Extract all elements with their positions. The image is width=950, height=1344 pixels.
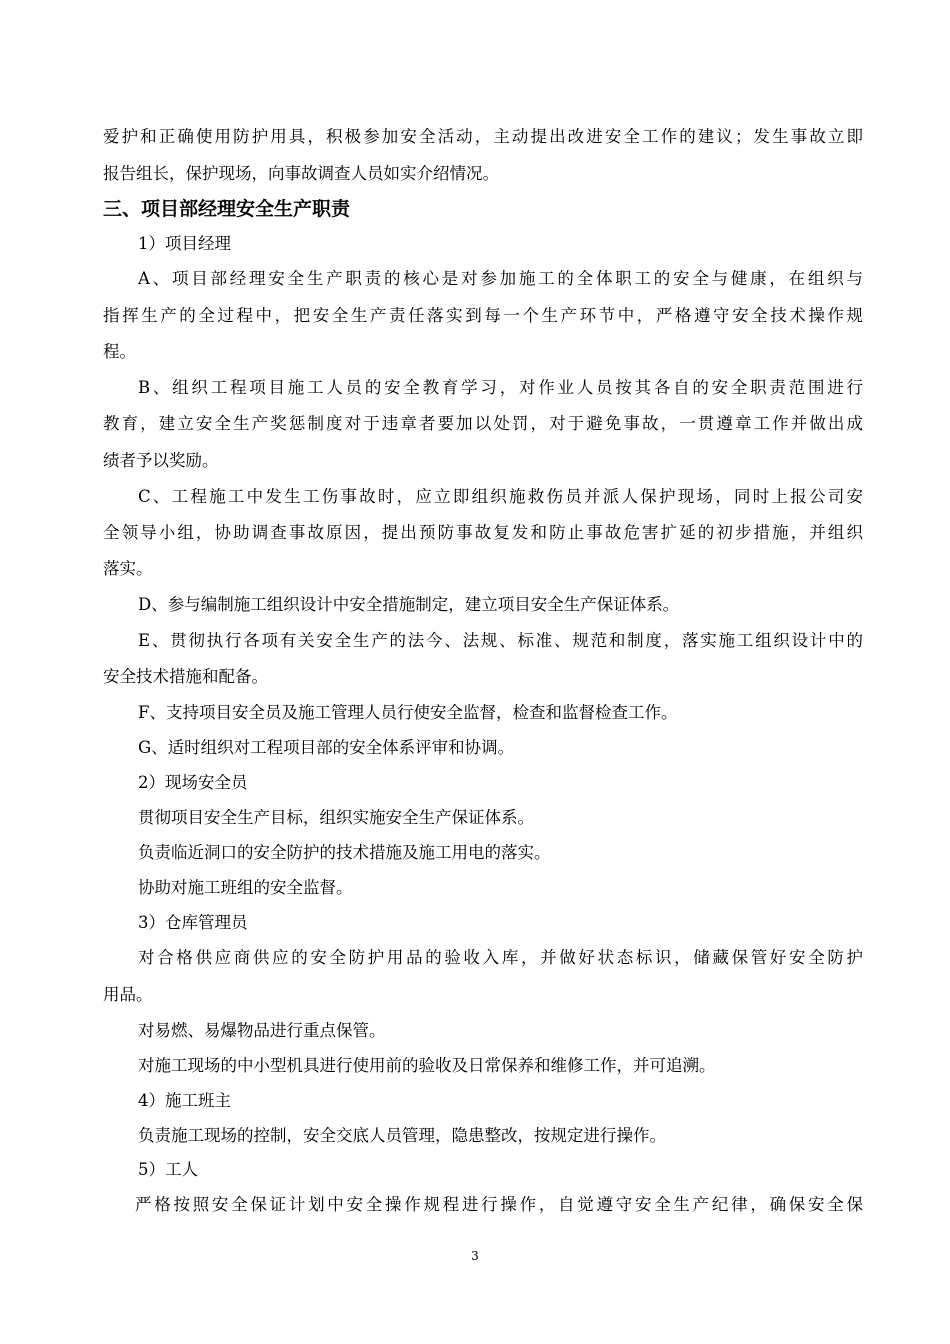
paragraph-line: 绩者予以奖励。 bbox=[103, 451, 219, 470]
paragraph-line: 对施工现场的中小型机具进行使用前的验收及日常保养和维修工作，并可追溯。 bbox=[138, 1056, 716, 1075]
subsection-title: 5）工人 bbox=[138, 1160, 198, 1179]
paragraph-line: 负责施工现场的控制，安全交底人员管理，隐患整改，按规定进行操作。 bbox=[138, 1126, 666, 1145]
paragraph-line: A、项目部经理安全生产职责的核心是对参加施工的全体职工的安全与健康，在组织与 bbox=[138, 269, 863, 288]
paragraph-line: 用品。 bbox=[103, 985, 153, 1004]
paragraph-line: 爱护和正确使用防护用具，积极参加安全活动，主动提出改进安全工作的建议；发生事故立即 bbox=[103, 127, 863, 146]
paragraph-line: 全领导小组，协助调查事故原因，提出预防事故复发和防止事故危害扩延的初步措施，并组织 bbox=[103, 523, 863, 542]
subsection-title: 1）项目经理 bbox=[138, 234, 231, 253]
paragraph-line: 负责临近洞口的安全防护的技术措施及施工用电的落实。 bbox=[138, 843, 551, 862]
section-heading: 三、项目部经理安全生产职责 bbox=[103, 198, 351, 220]
paragraph-line: 贯彻项目安全生产目标，组织实施安全生产保证体系。 bbox=[138, 808, 534, 827]
subsection-title: 2）现场安全员 bbox=[138, 773, 248, 792]
paragraph-line: 严格按照安全保证计划中安全操作规程进行操作，自觉遵守安全生产纪律，确保安全保 bbox=[135, 1195, 863, 1214]
paragraph-line: B、组织工程项目施工人员的安全教育学习，对作业人员按其各自的安全职责范围进行 bbox=[138, 378, 863, 397]
paragraph-line: D、参与编制施工组织设计中安全措施制定，建立项目安全生产保证体系。 bbox=[138, 595, 680, 614]
paragraph-line: 安全技术措施和配备。 bbox=[103, 667, 268, 686]
paragraph-line: F、支持项目安全员及施工管理人员行使安全监督，检查和监督检查工作。 bbox=[138, 703, 678, 722]
subsection-title: 3）仓库管理员 bbox=[138, 913, 248, 932]
paragraph-line: 教育，建立安全生产奖惩制度对于违章者要加以处罚，对于避免事故，一贯遵章工作并做出成 bbox=[103, 414, 863, 433]
paragraph-line: 程。 bbox=[103, 342, 136, 361]
paragraph-line: C、工程施工中发生工伤事故时，应立即组织施救伤员并派人保护现场，同时上报公司安 bbox=[138, 487, 863, 506]
paragraph-line: 落实。 bbox=[103, 559, 153, 578]
paragraph-line: 报告组长，保护现场，向事故调查人员如实介绍情况。 bbox=[103, 164, 499, 183]
paragraph-line: 对易燃、易爆物品进行重点保管。 bbox=[138, 1021, 386, 1040]
paragraph-line: 协助对施工班组的安全监督。 bbox=[138, 878, 353, 897]
paragraph-line: E、贯彻执行各项有关安全生产的法今、法规、标准、规范和制度，落实施工组织设计中的 bbox=[138, 631, 863, 650]
paragraph-line: G、适时组织对工程项目部的安全体系评审和协调。 bbox=[138, 738, 515, 757]
paragraph-line: 对合格供应商供应的安全防护用品的验收入库，并做好状态标识，储藏保管好安全防护 bbox=[138, 948, 863, 967]
page-number: 3 bbox=[471, 1249, 479, 1263]
paragraph-line: 指挥生产的全过程中，把安全生产责任落实到每一个生产环节中，严格遵守安全技术操作规 bbox=[103, 306, 863, 325]
subsection-title: 4）施工班主 bbox=[138, 1091, 231, 1110]
